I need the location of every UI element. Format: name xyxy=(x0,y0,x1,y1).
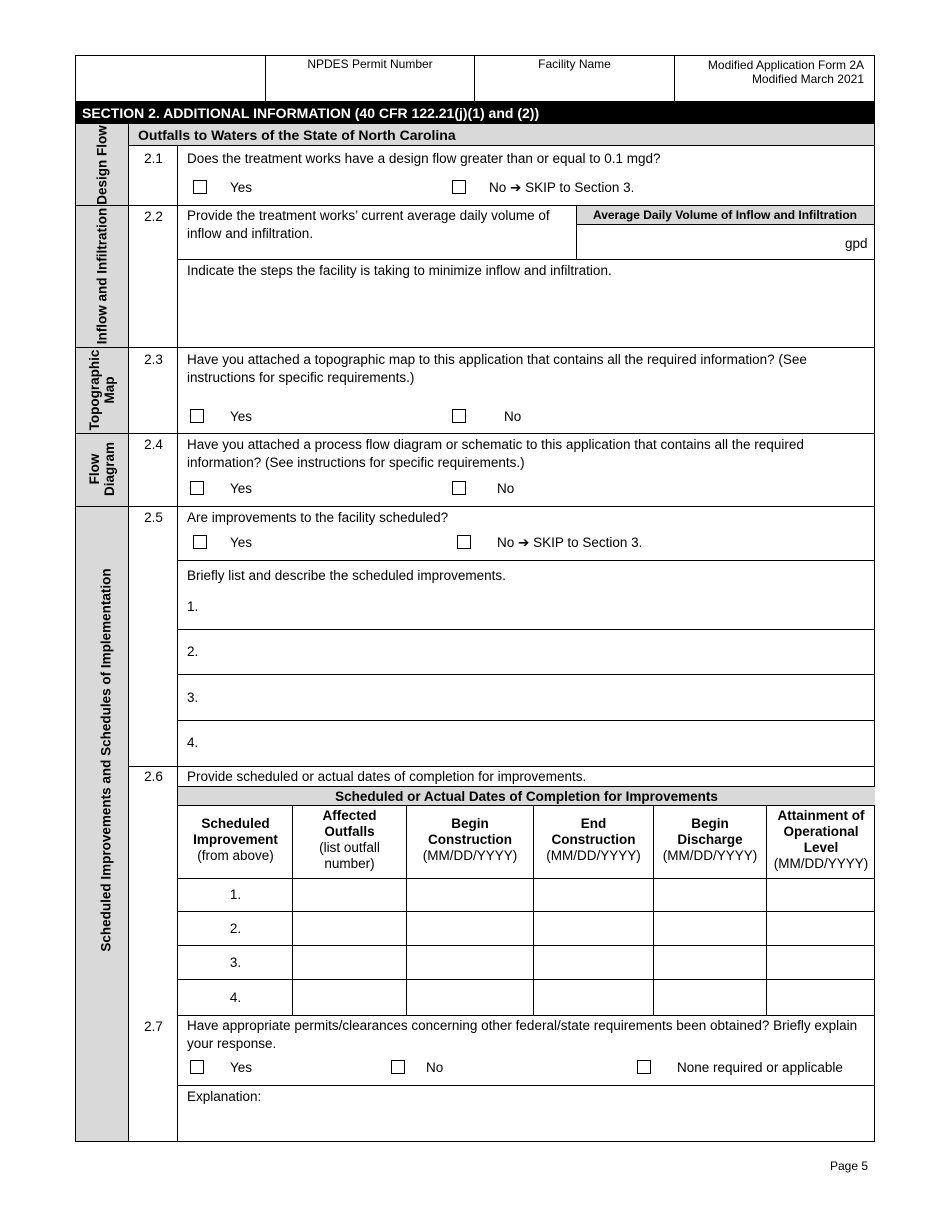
explanation-label: Explanation: xyxy=(187,1089,262,1104)
q23-no-checkbox[interactable] xyxy=(452,409,466,423)
col-header-begin-discharge: Begin Discharge (MM/DD/YYYY) xyxy=(662,816,758,863)
q25-no-label: No ➔ SKIP to Section 3. xyxy=(497,535,643,550)
q23-number: 2.3 xyxy=(144,352,163,367)
q27-no-label: No xyxy=(426,1060,444,1075)
q23-yes-checkbox[interactable] xyxy=(190,409,204,423)
inflow-volume-input[interactable] xyxy=(577,225,866,259)
q21-yes-checkbox[interactable] xyxy=(193,180,207,194)
improvement-item: 1. xyxy=(187,599,199,614)
q27-none-label: None required or applicable xyxy=(677,1060,843,1075)
table-row-divider xyxy=(178,979,875,980)
group-divider xyxy=(75,506,875,507)
q25-list-text: Briefly list and describe the scheduled improvements. xyxy=(187,568,506,583)
inflow-unit: gpd xyxy=(845,236,868,251)
col-header-affected-outfalls: Affected Outfalls (list outfall number) xyxy=(319,808,380,871)
q23-yes-label: Yes xyxy=(230,409,253,424)
row-divider xyxy=(178,560,875,561)
q23-no-label: No xyxy=(504,409,522,424)
row-divider xyxy=(178,259,875,260)
q27-none-checkbox[interactable] xyxy=(637,1060,651,1074)
q25-number: 2.5 xyxy=(144,510,163,525)
form-name: Modified Application Form 2A xyxy=(707,58,864,72)
table-title: Scheduled or Actual Dates of Completion for Improvements xyxy=(335,789,718,804)
q27-no-checkbox[interactable] xyxy=(391,1060,405,1074)
col-header-attainment: Attainment of Operational Level (MM/DD/YYYY) xyxy=(773,808,869,871)
q27-yes-label: Yes xyxy=(230,1060,253,1075)
q22-number: 2.2 xyxy=(144,209,163,224)
table-row-divider xyxy=(178,878,875,879)
subtitle: Outfalls to Waters of the State of North Carolina xyxy=(138,127,456,143)
q24-no-label: No xyxy=(497,481,515,496)
q22-steps-input[interactable] xyxy=(185,282,867,344)
table-row-label: 3. xyxy=(229,955,242,970)
q26-text: Provide scheduled or actual dates of completion for improvements. xyxy=(187,769,587,784)
col-header-begin-construction: Begin Construction (MM/DD/YYYY) xyxy=(422,816,518,863)
q25-no-checkbox[interactable] xyxy=(457,535,471,549)
table-row-divider xyxy=(178,1015,875,1016)
table-row-divider xyxy=(178,945,875,946)
table-row-label: 2. xyxy=(229,921,242,936)
q22-steps-text: Indicate the steps the facility is taking to minimize inflow and infiltration. xyxy=(187,263,612,278)
q24-no-checkbox[interactable] xyxy=(452,481,466,495)
explanation-input[interactable] xyxy=(185,1106,867,1138)
table-row-label: 1. xyxy=(229,887,242,902)
row-divider xyxy=(178,629,875,630)
row-divider xyxy=(178,720,875,721)
facility-name-label: Facility Name xyxy=(538,57,611,71)
side-label-flow-diagram: Flow Diagram xyxy=(87,441,117,497)
section-title: SECTION 2. ADDITIONAL INFORMATION (40 CFR 122.21(j)(1) and (2)) xyxy=(82,105,540,121)
group-divider xyxy=(129,766,875,767)
row-divider xyxy=(178,1085,875,1086)
col-header-end-construction: End Construction (MM/DD/YYYY) xyxy=(546,816,641,863)
q27-number: 2.7 xyxy=(144,1019,163,1034)
table-row-label: 4. xyxy=(229,990,242,1005)
q24-yes-checkbox[interactable] xyxy=(190,481,204,495)
group-divider xyxy=(75,433,875,434)
q21-no-checkbox[interactable] xyxy=(452,180,466,194)
permit-number-label: NPDES Permit Number xyxy=(307,57,433,71)
number-column xyxy=(129,146,178,1141)
q27-yes-checkbox[interactable] xyxy=(190,1060,204,1074)
q26-number: 2.6 xyxy=(144,769,163,784)
table-row-divider xyxy=(178,911,875,912)
q24-text: Have you attached a process flow diagram or schematic to this application that contains all the required information? (See instructions for specific requirements.) xyxy=(187,437,804,470)
inflow-box-header-text: Average Daily Volume of Inflow and Infiltration xyxy=(592,208,858,222)
row-divider xyxy=(178,674,875,675)
improvement-item: 2. xyxy=(187,644,199,659)
q25-yes-label: Yes xyxy=(230,535,253,550)
q25-yes-checkbox[interactable] xyxy=(193,535,207,549)
group-divider xyxy=(75,347,875,348)
side-label-topographic: Topographic Map xyxy=(87,349,117,431)
q27-text: Have appropriate permits/clearances concerning other federal/state requirements been obtained? Briefly explain your response. xyxy=(187,1018,858,1051)
q21-no-label: No ➔ SKIP to Section 3. xyxy=(489,180,635,195)
q22-text: Provide the treatment works’ current average daily volume of inflow and infiltration. xyxy=(187,208,550,241)
side-label-inflow: Inflow and Infiltration xyxy=(94,207,110,345)
improvement-item: 3. xyxy=(187,690,199,705)
header-divider xyxy=(674,55,675,102)
q23-text: Have you attached a topographic map to this application that contains all the required information? (See instructions for specific requirements.) xyxy=(187,352,807,385)
col-header-scheduled-improvement: Scheduled Improvement (from above) xyxy=(193,816,278,863)
side-label-design-flow: Design Flow xyxy=(94,125,110,205)
side-label-scheduled: Scheduled Improvements and Schedules of Implementation xyxy=(98,568,114,952)
q24-yes-label: Yes xyxy=(230,481,253,496)
q21-yes-label: Yes xyxy=(230,180,253,195)
q21-number: 2.1 xyxy=(144,151,163,166)
q25-text: Are improvements to the facility scheduled? xyxy=(187,510,449,525)
q24-number: 2.4 xyxy=(144,437,163,452)
page-number: Page 5 xyxy=(830,1159,869,1173)
improvement-item: 4. xyxy=(187,735,199,750)
q21-text: Does the treatment works have a design flow greater than or equal to 0.1 mgd? xyxy=(187,151,661,166)
form-date: Modified March 2021 xyxy=(751,72,864,86)
